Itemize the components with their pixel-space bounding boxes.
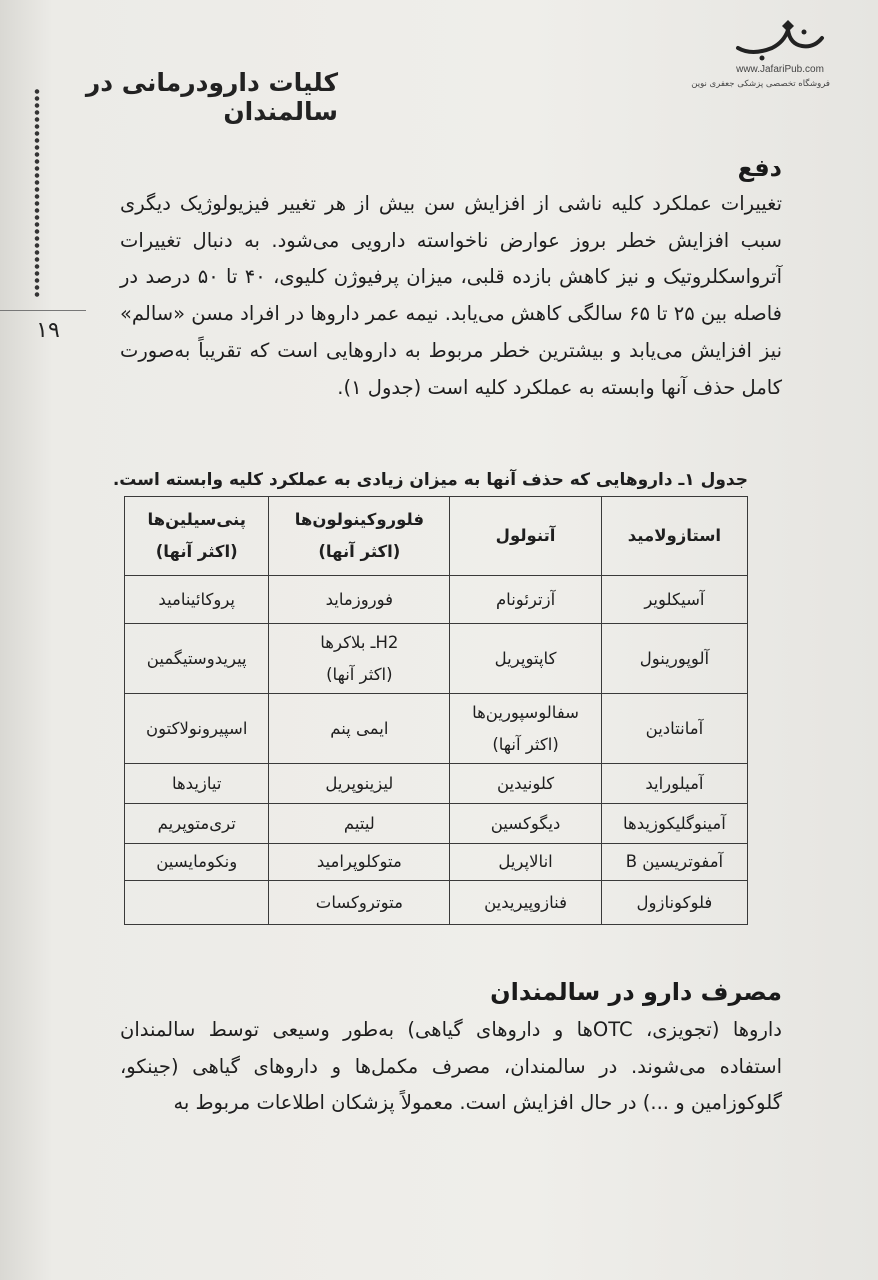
table-cell: لیتیم — [269, 804, 450, 844]
table-cell: سفالوسپورین‌ها (اکثر آنها) — [450, 694, 602, 764]
table-cell: آمینوگلیکوزیدها — [601, 804, 747, 844]
table-cell: فنازوپیریدین — [450, 881, 602, 925]
table-cell: ونکومایسین — [125, 844, 269, 881]
table-row — [125, 844, 748, 881]
table-row — [125, 881, 748, 925]
drug-use-paragraph: داروها (تجویزی، OTCها و داروهای گیاهی) به‌طور وسیعی توسط سالمندان استفاده می‌شوند. در سالمندان، مصرف مکمل‌ها و داروهای گیاهی (جینکو، گلوکوزامین و ...) در حال افزایش است. معمولاً پزشکان اطلاعات مربوط به — [120, 1018, 782, 1115]
table-row — [125, 576, 748, 624]
table-cell: آمیلوراید — [601, 764, 747, 804]
table-cell: اسپیرونولاکتون — [125, 694, 269, 764]
table-cell: متوتروکسات — [269, 881, 450, 925]
table-row — [125, 694, 748, 764]
logo-store-name: فروشگاه تخصصی پزشکی جعفری نوین — [691, 79, 830, 89]
table-row — [125, 764, 748, 804]
logo-url: www.JafariPub.com — [736, 64, 824, 75]
table-cell: دیگوکسین — [450, 804, 602, 844]
renal-drugs-table — [124, 496, 748, 925]
table-cell: متوکلوپرامید — [269, 844, 450, 881]
table-cell: لیزینوپریل — [269, 764, 450, 804]
excretion-paragraph: تغییرات عملکرد کلیه ناشی از افزایش سن بیش از هر تغییر فیزیولوژیک دیگری سبب افزایش خطر بروز عوارض ناخواسته دارویی می‌شود. به دنبال تغییرات آترواسکلروتیک و نیز کاهش بازده قلبی، میزان پرفیوژن کلیوی، ۴۰ تا ۵۰ درصد در فاصله بین ۲۵ تا ۶۵ سالگی کاهش می‌یابد. نیمه عمر داروها در افراد مسن «سالم» نیز افزایش می‌یابد و بیشترین خطر مربوط به داروهایی است که تقریباً به‌صورت کامل حذف آنها وابسته به عملکرد کلیه است (جدول ۱). — [120, 192, 783, 399]
table-cell: فوروزماید — [269, 576, 450, 624]
table-header-cell: پنی‌سیلین‌ها (اکثر آنها) — [125, 497, 269, 576]
table-cell: آسیکلویر — [601, 576, 747, 624]
section-title-drug-use: مصرف دارو در سالمندان — [490, 978, 782, 1006]
table-cell: کاپتوپریل — [450, 624, 602, 694]
table-row — [125, 804, 748, 844]
table-cell: ایمی پنم — [269, 694, 450, 764]
table-header-row — [125, 497, 748, 576]
table-cell: تیازیدها — [125, 764, 269, 804]
table-row — [125, 624, 748, 694]
publisher-logo-icon — [732, 18, 828, 62]
section-title-excretion: دفع — [737, 154, 782, 182]
running-title: کلیات دارودرمانی در سالمندان — [85, 68, 338, 126]
table-header-cell: آتنولول — [450, 497, 602, 576]
table-cell: H2ـ بلاکرها (اکثر آنها) — [269, 624, 450, 694]
table-cell: فلوکونازول — [601, 881, 747, 925]
table-cell: پیریدوستیگمین — [125, 624, 269, 694]
table-cell: آمفوتریسین B — [601, 844, 747, 881]
table-cell: آمانتادین — [601, 694, 747, 764]
table-caption: جدول ۱ـ داروهایی که حذف آنها به میزان زیادی به عملکرد کلیه وابسته است. — [112, 470, 748, 490]
table-cell: تری‌متوپریم — [125, 804, 269, 844]
table-cell: آلوپورینول — [601, 624, 747, 694]
table-cell: انالاپریل — [450, 844, 602, 881]
table-header-cell: استازولامید — [601, 497, 747, 576]
table-cell — [125, 881, 269, 925]
dotted-rule — [34, 88, 40, 298]
page-number: ۱۹ — [36, 318, 60, 343]
page-number-rule — [0, 310, 86, 311]
publisher-logo — [691, 18, 830, 89]
table-cell: کلونیدین — [450, 764, 602, 804]
table-cell: آزترئونام — [450, 576, 602, 624]
table-header-cell: فلوروکینولون‌ها (اکثر آنها) — [269, 497, 450, 576]
table-cell: پروکائینامید — [125, 576, 269, 624]
